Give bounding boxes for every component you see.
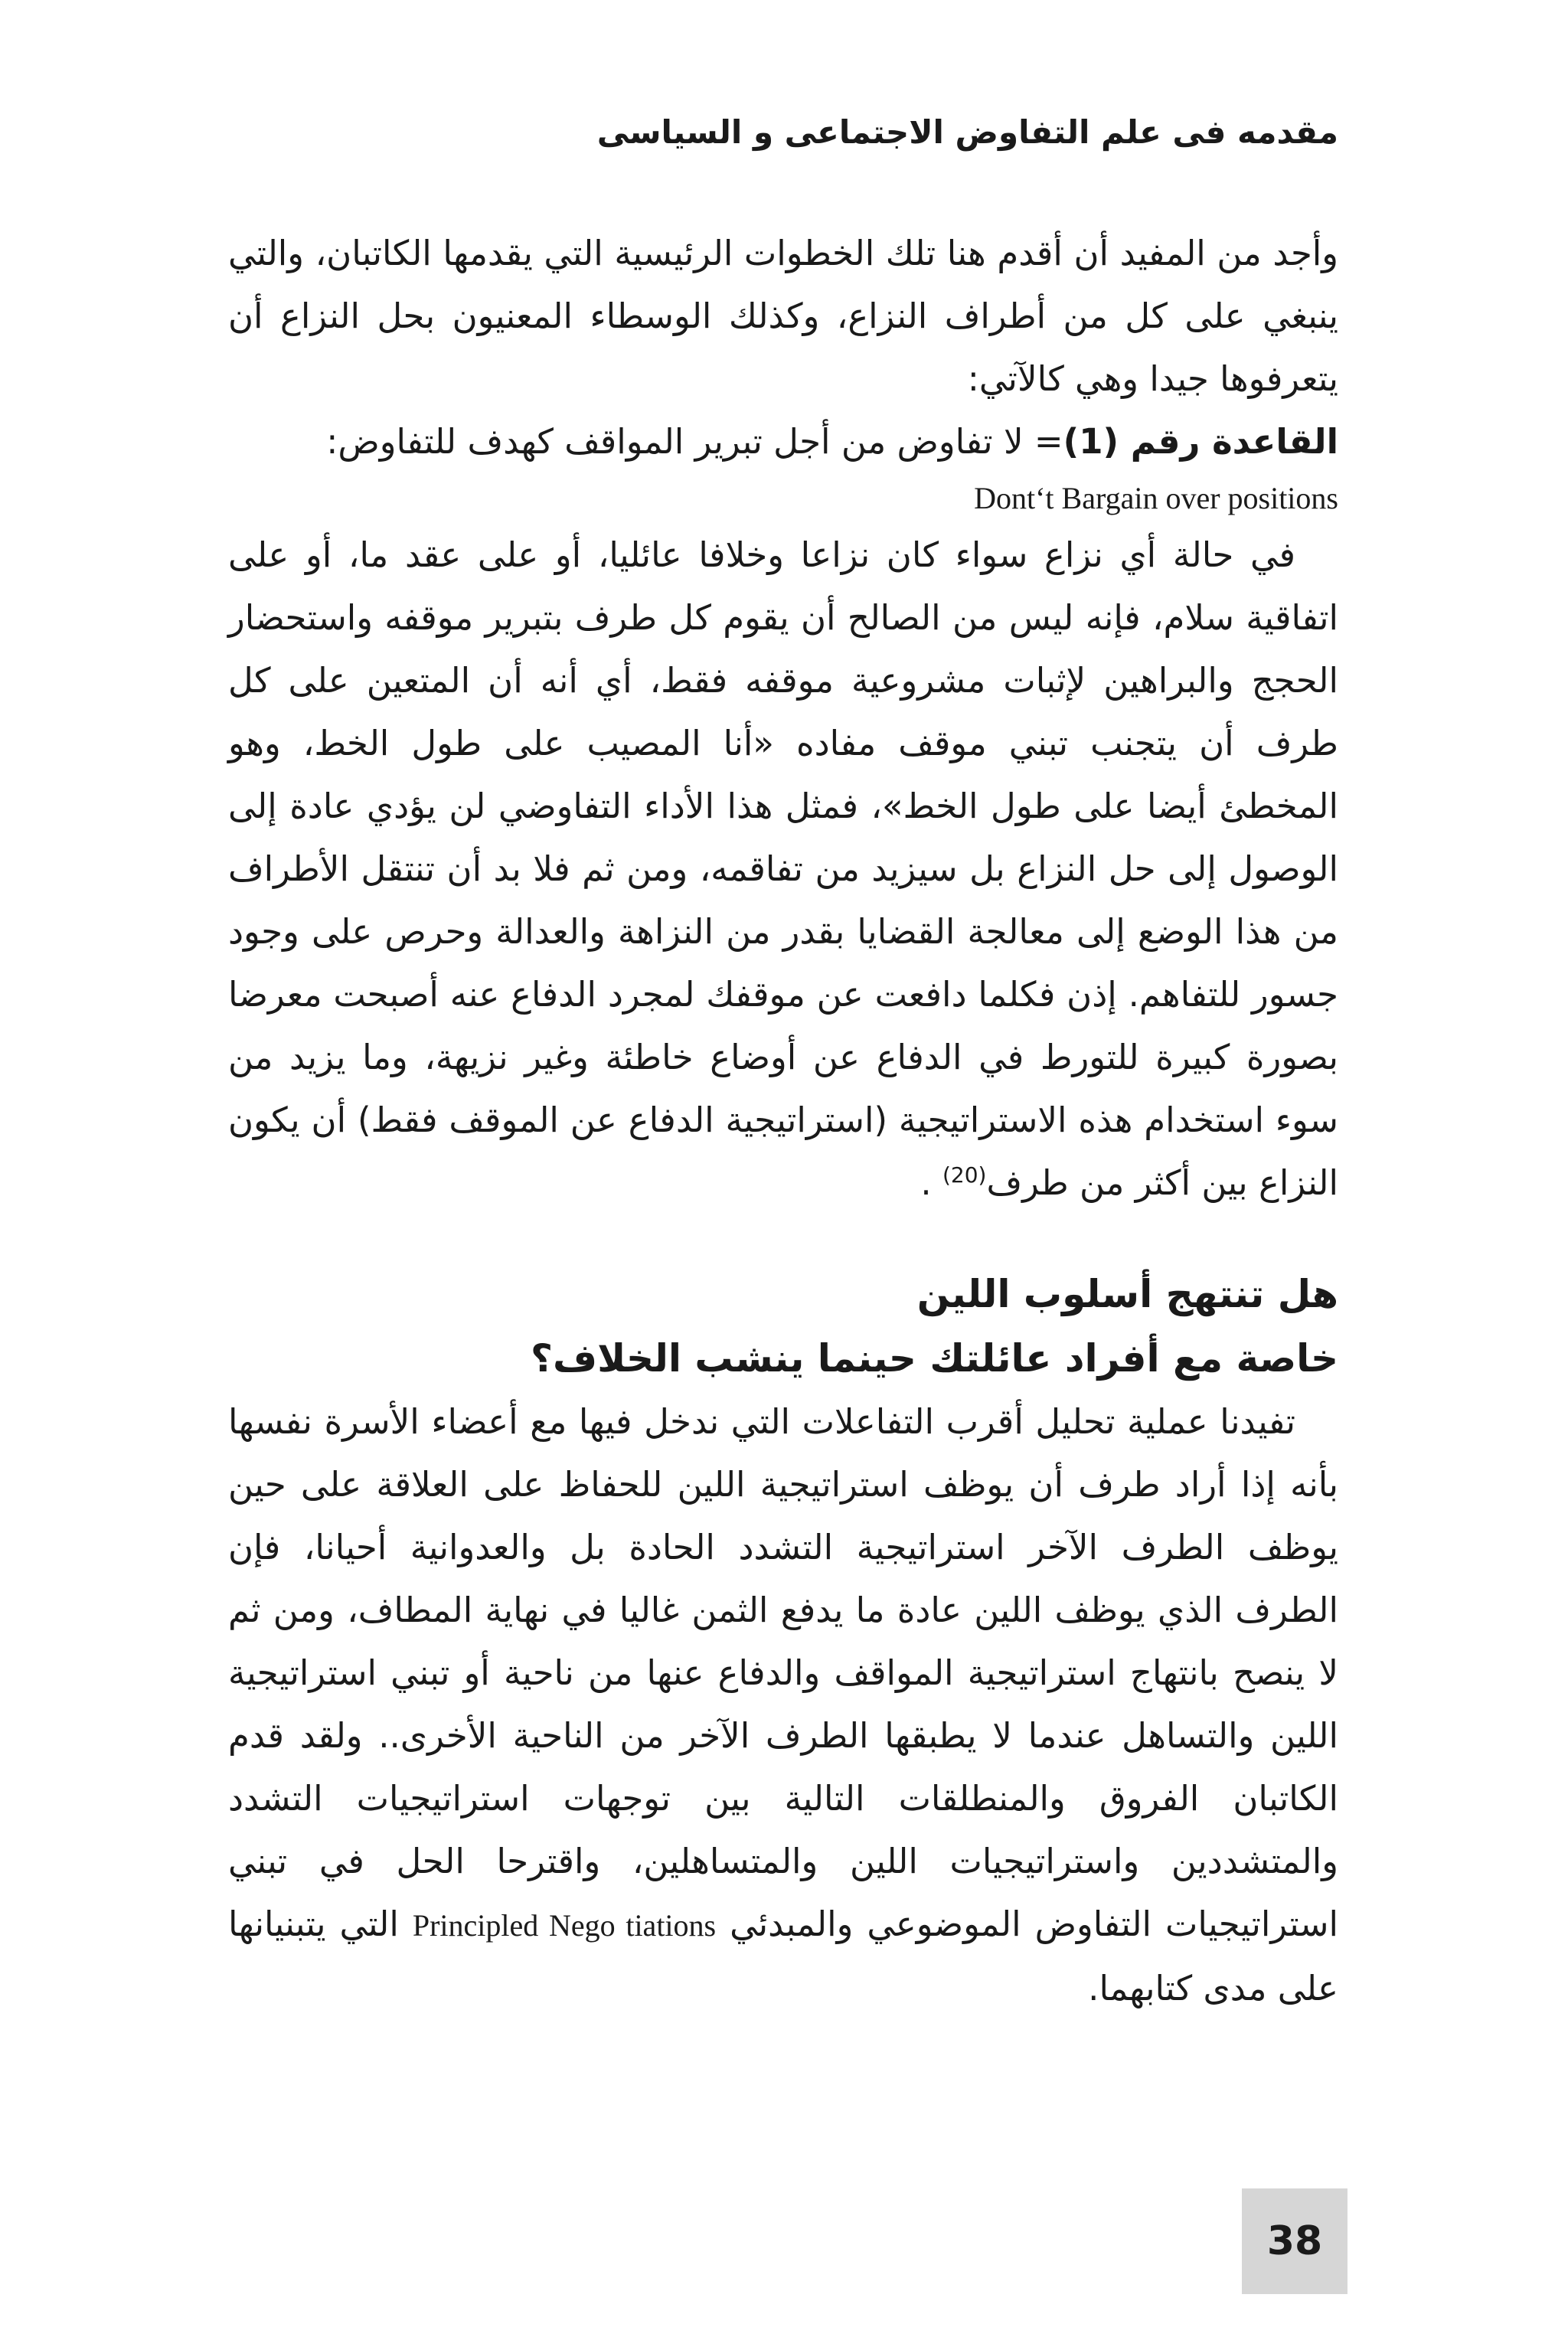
paragraph-positions: [228, 524, 1338, 1214]
paragraph-softness-text: تفيدنا عملية تحليل أقرب التفاعلات التي ندخل فيها مع أعضاء الأسرة نفسها بأنه إذا أراد طرف أن يوظف استراتيجية اللين للحفاظ على العلاقة على حين يوظف الطرف الآخر استراتيجية التشدد الحادة بل والعدوانية أحيانا، فإن الطرف الذي يوظف اللين عادة ما يدفع الثمن غاليا في نهاية المطاف، ومن ثم لا ينصح بانتهاج استراتيجية المواقف والدفاع عنها من ناحية أو تبني استراتيجية اللين والتساهل عندما لا يطبقها الطرف الآخر من الناحية الأخرى.. ولقد قدم الكاتبان الفروق والمنطلقات التالية بين توجهات استراتيجيات التشدد والمتشددين واستراتيجيات اللين والمتساهلين، واقترحا الحل في تبني استراتيجيات التفاوض الموضوعي والمبدئي: [228, 1401, 1338, 1944]
page-number: 38: [1266, 2218, 1323, 2264]
section-spacer: [228, 1214, 1338, 1262]
rule-statement: [228, 410, 1338, 473]
paragraph-softness-end: التي يتبنيانها على مدى كتابهما.: [228, 1904, 1338, 2008]
paragraph-positions-text: في حالة أي نزاع سواء كان نزاعا وخلافا عائليا، أو على عقد ما، أو على اتفاقية سلام، فإنه ليس من الصالح أن يقوم كل طرف بتبرير موقفه واستحضار الحجج والبراهين لإثبات مشروعية موقفه فقط، أي أنه أن المتعين على كل طرف أن يتجنب تبني موقف مفاده «أنا المصيب على طول الخط، وهو المخطئ أيضا على طول الخط»، فمثل هذا الأداء التفاوضي لن يؤدي عادة إلى الوصول إلى حل النزاع بل سيزيد من تفاقمه، ومن ثم فلا بد أن تنتقل الأطراف من هذا الوضع إلى معالجة القضايا بقدر من النزاهة والعدالة وحرص على وجود جسور للتفاهم. إذن فكلما دافعت عن موقفك لمجرد الدفاع عنه أصبحت معرضا بصورة كبيرة للتورط في الدفاع عن أوضاع خاطئة وغير نزيهة، وما يزيد من سوء استخدام هذه الاستراتيجية (استراتيجية الدفاع عن الموقف فقط) أن يكون النزاع بين أكثر من طرف: [228, 534, 1338, 1203]
rule-text: = لا تفاوض من أجل تبرير المواقف كهدف للتفاوض:: [326, 421, 1063, 462]
paragraph-positions-end: .: [920, 1162, 942, 1203]
paragraph-softness: [228, 1391, 1338, 2020]
page-number-box: [1242, 2188, 1348, 2294]
rule-english-translation: Dont‘t Bargain over positions: [974, 481, 1338, 515]
section-heading-line-1: هل تنتهج أسلوب اللين: [916, 1272, 1338, 1316]
principled-negotiations-term: Principled Nego tiations: [412, 1908, 717, 1943]
footnote-reference: (20): [942, 1162, 987, 1188]
intro-paragraph: وأجد من المفيد أن أقدم هنا تلك الخطوات الرئيسية التي يقدمها الكاتبان، والتي ينبغي على كل من أطراف النزاع، وكذلك الوسطاء المعنيون بحل النزاع أن يتعرفوها جيدا وهي كالآتي:: [228, 233, 1338, 399]
section-heading-line-2: خاصة مع أفراد عائلتك حينما ينشب الخلاف؟: [530, 1336, 1338, 1381]
page-body: [228, 222, 1338, 2020]
running-header: مقدمه فى علم التفاوض الاجتماعى و السياسى: [596, 113, 1338, 151]
rule-label: القاعدة رقم (1): [1063, 421, 1338, 462]
